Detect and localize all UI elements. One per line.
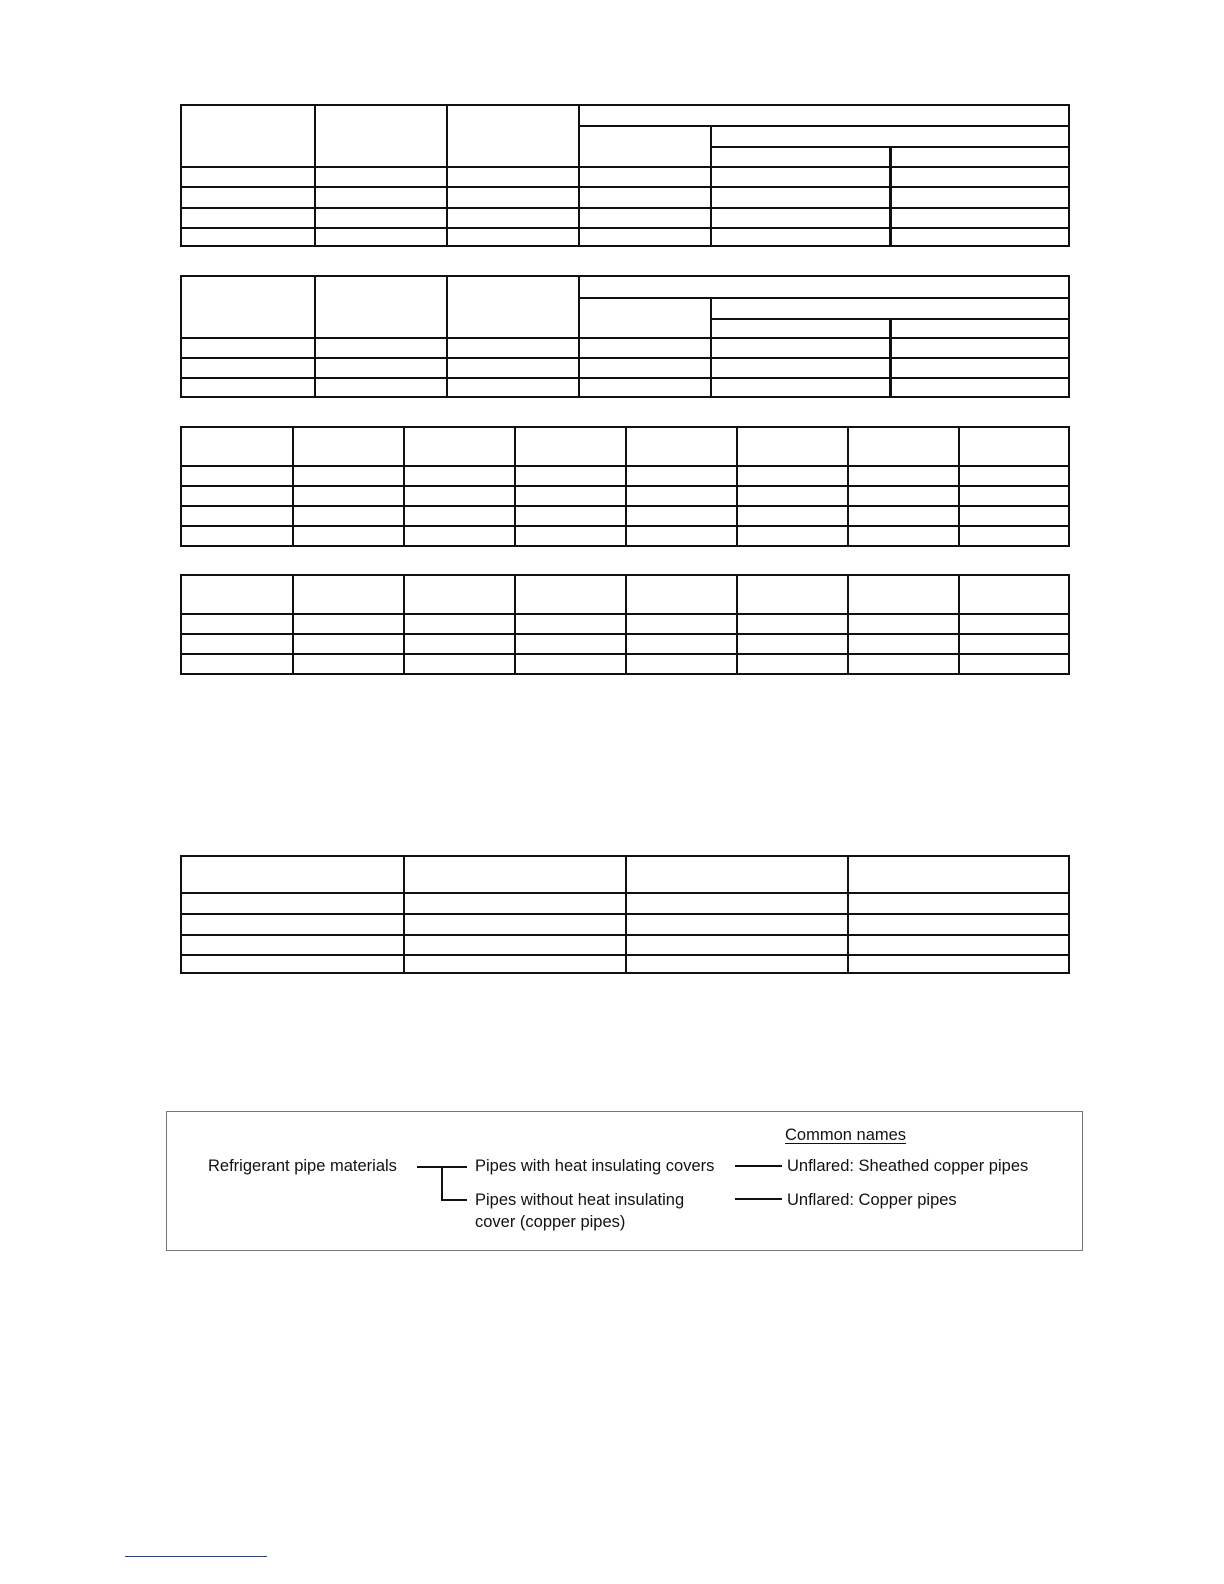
pipe-materials-diagram	[166, 1111, 1083, 1251]
table-divider	[446, 106, 448, 245]
table-2	[180, 275, 1070, 398]
table-divider	[182, 525, 1068, 527]
table-divider	[182, 505, 1068, 507]
connector-line	[735, 1165, 782, 1167]
table-divider	[578, 297, 1068, 299]
table-4	[180, 574, 1070, 675]
table-divider	[182, 954, 1068, 956]
table-divider	[403, 576, 405, 673]
branch-with-cover: Pipes with heat insulating covers	[475, 1157, 715, 1175]
table-divider	[182, 934, 1068, 936]
connector-line	[441, 1166, 443, 1201]
table-divider	[182, 653, 1068, 655]
table-divider	[182, 913, 1068, 915]
table-divider	[182, 633, 1068, 635]
table-divider	[182, 377, 1068, 379]
table-divider	[736, 576, 738, 673]
connector-line	[735, 1198, 782, 1200]
table-divider	[182, 485, 1068, 487]
table-divider	[710, 318, 1068, 320]
table-divider	[182, 892, 1068, 894]
connector-line	[441, 1199, 467, 1201]
root-label: Refrigerant pipe materials	[208, 1157, 397, 1175]
table-divider	[889, 146, 892, 245]
branch-without-cover-line2: cover (copper pipes)	[475, 1213, 626, 1231]
table-divider	[182, 337, 1068, 339]
table-divider	[182, 166, 1068, 168]
table-divider	[314, 106, 316, 245]
table-divider	[182, 227, 1068, 229]
table-3	[180, 426, 1070, 547]
common-with-cover: Unflared: Sheathed copper pipes	[787, 1157, 1029, 1175]
table-divider	[710, 146, 1068, 148]
table-divider	[182, 465, 1068, 467]
table-divider	[578, 125, 1068, 127]
table-1	[180, 104, 1070, 247]
branch-without-cover-line1: Pipes without heat insulating	[475, 1191, 685, 1209]
footnote-rule	[125, 1556, 267, 1557]
table-divider	[625, 576, 627, 673]
table-divider	[182, 207, 1068, 209]
common-names-header: Common names	[785, 1126, 907, 1144]
table-5	[180, 855, 1070, 974]
table-divider	[292, 576, 294, 673]
table-divider	[182, 186, 1068, 188]
table-divider	[847, 576, 849, 673]
common-without-cover: Unflared: Copper pipes	[787, 1191, 957, 1209]
table-divider	[182, 613, 1068, 615]
table-divider	[958, 576, 960, 673]
table-divider	[514, 576, 516, 673]
table-divider	[710, 297, 712, 396]
table-divider	[182, 357, 1068, 359]
